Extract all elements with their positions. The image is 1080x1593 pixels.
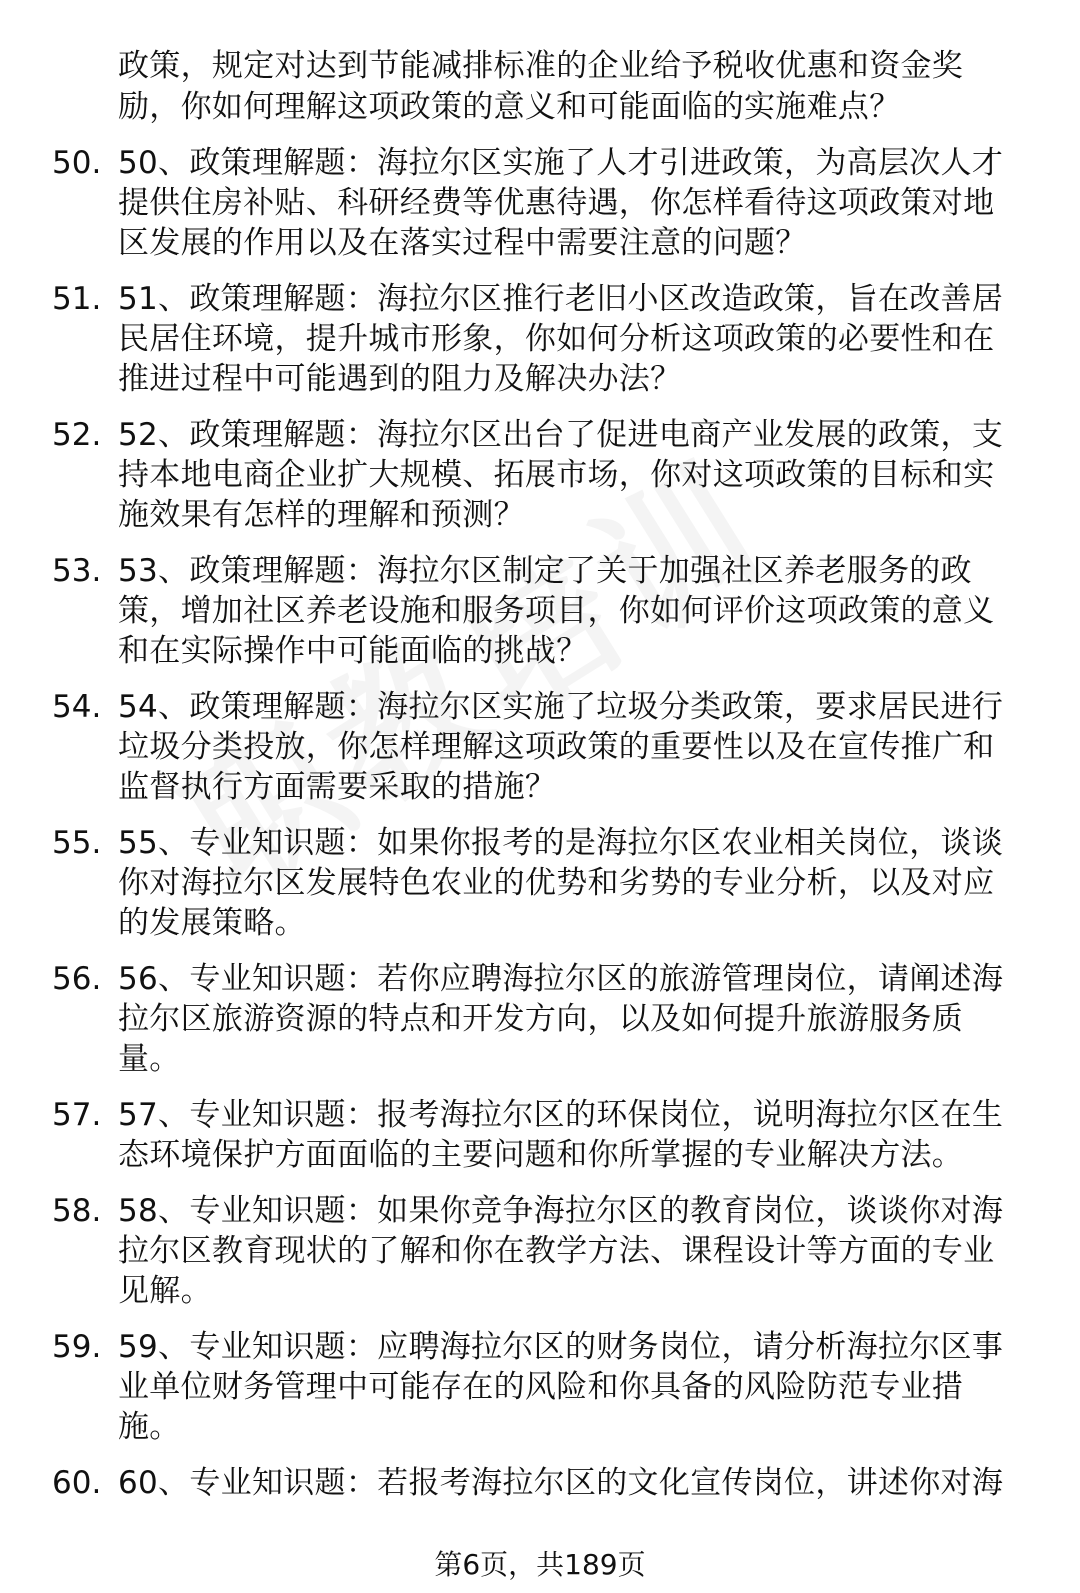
page-footer: 第6页，共189页 — [434, 1548, 646, 1581]
item-52-line-1: 52、政策理解题：海拉尔区出台了促进电商产业发展的政策，支 — [118, 417, 1004, 453]
item-55-line-2: 你对海拉尔区发展特色农业的优势和劣势的专业分析，以及对应 — [118, 865, 995, 901]
item-59-line-1: 59、专业知识题：应聘海拉尔区的财务岗位，请分析海拉尔区事 — [118, 1329, 1004, 1365]
item-number-52: 52. — [52, 417, 102, 453]
item-52-line-2: 持本地电商企业扩大规模、拓展市场，你对这项政策的目标和实 — [118, 457, 995, 493]
item-57-line-1: 57、专业知识题：报考海拉尔区的环保岗位，说明海拉尔区在生 — [118, 1097, 1004, 1133]
item-number-60: 60. — [52, 1465, 102, 1501]
item-number-53: 53. — [52, 553, 102, 589]
intro-line-2: 励，你如何理解这项政策的意义和可能面临的实施难点？ — [118, 89, 901, 125]
item-number-59: 59. — [52, 1329, 102, 1365]
item-59-line-2: 业单位财务管理中可能存在的风险和你具备的风险防范专业措 — [118, 1369, 964, 1405]
item-50-line-1: 50、政策理解题：海拉尔区实施了人才引进政策，为高层次人才 — [118, 145, 1004, 181]
item-number-57: 57. — [52, 1097, 102, 1133]
item-56-line-2: 拉尔区旅游资源的特点和开发方向，以及如何提升旅游服务质 — [118, 1001, 964, 1037]
item-56-line-3: 量。 — [118, 1041, 181, 1077]
item-50-line-2: 提供住房补贴、科研经费等优惠待遇，你怎样看待这项政策对地 — [118, 185, 995, 221]
item-58-line-3: 见解。 — [118, 1273, 212, 1309]
item-50-line-3: 区发展的作用以及在落实过程中需要注意的问题？ — [118, 225, 807, 261]
item-55-line-3: 的发展策略。 — [118, 905, 306, 941]
item-58-line-1: 58、专业知识题：如果你竞争海拉尔区的教育岗位，谈谈你对海 — [118, 1193, 1004, 1229]
item-number-54: 54. — [52, 689, 102, 725]
item-51-line-2: 民居住环境，提升城市形象，你如何分析这项政策的必要性和在 — [118, 321, 995, 357]
item-54-line-3: 监督执行方面需要采取的措施？ — [118, 769, 557, 805]
item-51-line-3: 推进过程中可能遇到的阻力及解决办法？ — [118, 361, 682, 397]
item-59-line-3: 施。 — [118, 1409, 181, 1445]
item-54-line-1: 54、政策理解题：海拉尔区实施了垃圾分类政策，要求居民进行 — [118, 689, 1004, 725]
item-51-line-1: 51、政策理解题：海拉尔区推行老旧小区改造政策，旨在改善居 — [118, 281, 1004, 317]
item-56-line-1: 56、专业知识题：若你应聘海拉尔区的旅游管理岗位，请阐述海 — [118, 961, 1004, 997]
item-number-58: 58. — [52, 1193, 102, 1229]
item-58-line-2: 拉尔区教育现状的了解和你在教学方法、课程设计等方面的专业 — [118, 1233, 995, 1269]
item-number-51: 51. — [52, 281, 102, 317]
item-number-50: 50. — [52, 145, 102, 181]
item-55-line-1: 55、专业知识题：如果你报考的是海拉尔区农业相关岗位，谈谈 — [118, 825, 1004, 861]
item-57-line-2: 态环境保护方面面临的主要问题和你所掌握的专业解决方法。 — [118, 1137, 964, 1173]
item-53-line-3: 和在实际操作中可能面临的挑战？ — [118, 633, 588, 669]
item-52-line-3: 施效果有怎样的理解和预测？ — [118, 497, 525, 533]
item-number-55: 55. — [52, 825, 102, 861]
intro-line-1: 政策，规定对达到节能减排标准的企业给予税收优惠和资金奖 — [118, 48, 964, 84]
item-53-line-1: 53、政策理解题：海拉尔区制定了关于加强社区养老服务的政 — [118, 553, 972, 589]
item-54-line-2: 垃圾分类投放，你怎样理解这项政策的重要性以及在宣传推广和 — [118, 729, 995, 765]
item-number-56: 56. — [52, 961, 102, 997]
item-60-line-1: 60、专业知识题：若报考海拉尔区的文化宣传岗位，讲述你对海 — [118, 1465, 1004, 1501]
item-53-line-2: 策，增加社区养老设施和服务项目，你如何评价这项政策的意义 — [118, 593, 995, 629]
